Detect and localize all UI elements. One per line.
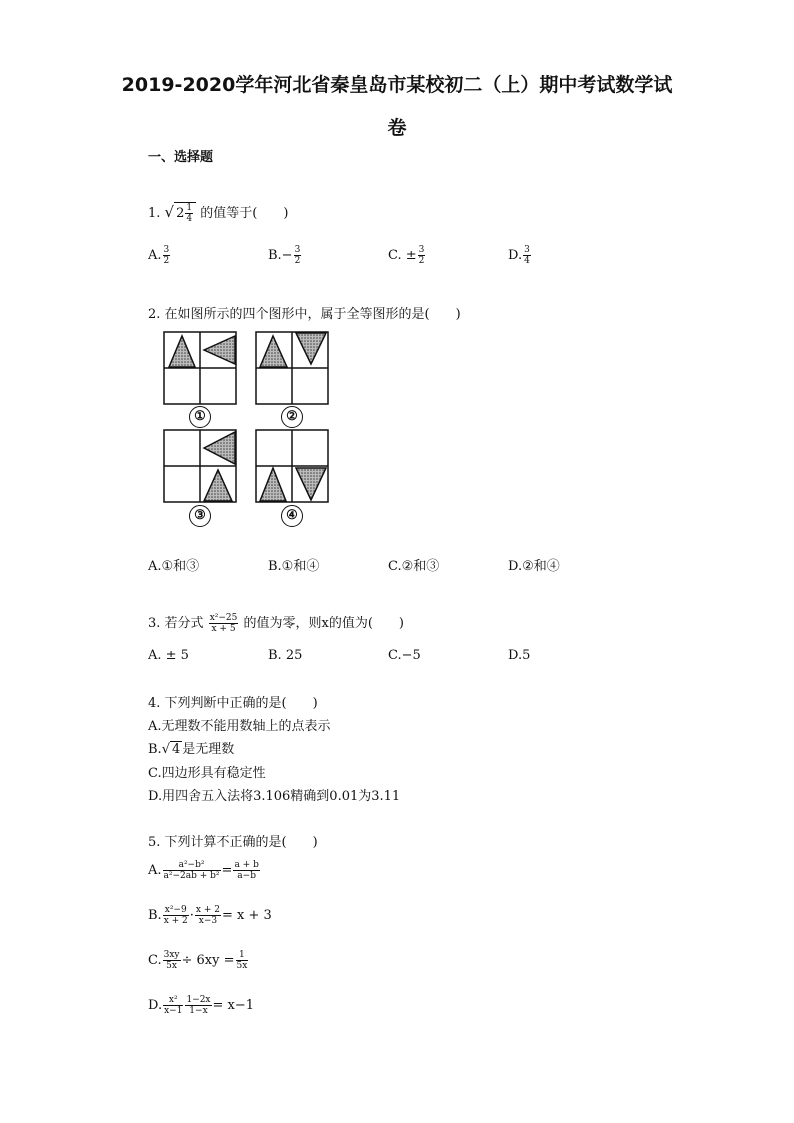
q5-option-d: D. $\frac{\text{x²}}{x-1}$ $\frac{1-2x}{1-x}$ = x−1 — [148, 995, 255, 1016]
figure-2 — [256, 332, 328, 404]
q4-option-b: B.√ 4 是无理数 — [148, 742, 235, 757]
q1-option-b: B.− $\frac{3}{2}$ — [268, 245, 301, 266]
figure-3 — [164, 430, 236, 502]
figure-1 — [164, 332, 236, 404]
question-1: 1. √ 2 $\frac{1}{4}$ 的值等于( ) — [148, 203, 289, 224]
figure-4 — [256, 430, 328, 502]
q2-option-d: D.②和④ — [508, 559, 560, 574]
figure-3-label: ③ — [189, 505, 211, 527]
question-3: 3. 若分式 $\frac{\text{x²−25}}{x + 5}$ 的值为零，则x的值为( ) — [148, 613, 404, 634]
q5-option-c: C. $\frac{3xy}{5x}$ ÷ 6xy = $\frac{1}{5x}$ — [148, 950, 248, 971]
figure-2-label: ② — [281, 406, 303, 428]
q3-option-c: C.−5 — [388, 648, 421, 663]
figure-4-label: ④ — [281, 505, 303, 527]
q4-option-a: A.无理数不能用数轴上的点表示 — [148, 719, 331, 734]
question-2: 2. 在如图所示的四个图形中，属于全等图形的是( ) — [148, 307, 461, 322]
exam-title-line2: 卷 — [387, 117, 407, 139]
section-heading: 一、选择题 — [148, 150, 214, 165]
q3-option-d: D.5 — [508, 648, 531, 663]
q2-option-a: A.①和③ — [148, 559, 200, 574]
q5-option-a: A. $\frac{\text{a²−b²}}{\text{a²−2ab + b²}}$ = $\frac{a + b}{a-b}$ — [148, 860, 259, 881]
q2-option-b: B.①和④ — [268, 559, 320, 574]
q1-option-c: C. ± $\frac{3}{2}$ — [388, 245, 425, 266]
q1-radicand: 2 $\frac{1}{4}$ — [174, 202, 196, 224]
q1-option-a: A. $\frac{3}{2}$ — [148, 245, 170, 266]
q3-option-a: A. ± 5 — [148, 648, 189, 663]
q3-option-b: B. 25 — [268, 648, 303, 663]
q2-figures — [160, 328, 335, 528]
exam-title-line1: 2019-2020学年河北省秦皇岛市某校初二（上）期中考试数学试 — [121, 74, 673, 96]
q1-option-d: D. $\frac{3}{4}$ — [508, 245, 530, 266]
q5-option-b: B. $\frac{\text{x²−9}}{x + 2}$ · $\frac{x + 2}{x-3}$ = x + 3 — [148, 905, 272, 926]
q2-option-c: C.②和③ — [388, 559, 440, 574]
q4-option-d: D.用四舍五入法将3.106精确到0.01为3.11 — [148, 789, 401, 804]
question-4: 4. 下列判断中正确的是( ) — [148, 696, 318, 711]
figure-1-label: ① — [189, 406, 211, 428]
question-5: 5. 下列计算不正确的是( ) — [148, 835, 318, 850]
q4-option-c: C.四边形具有稳定性 — [148, 766, 266, 781]
